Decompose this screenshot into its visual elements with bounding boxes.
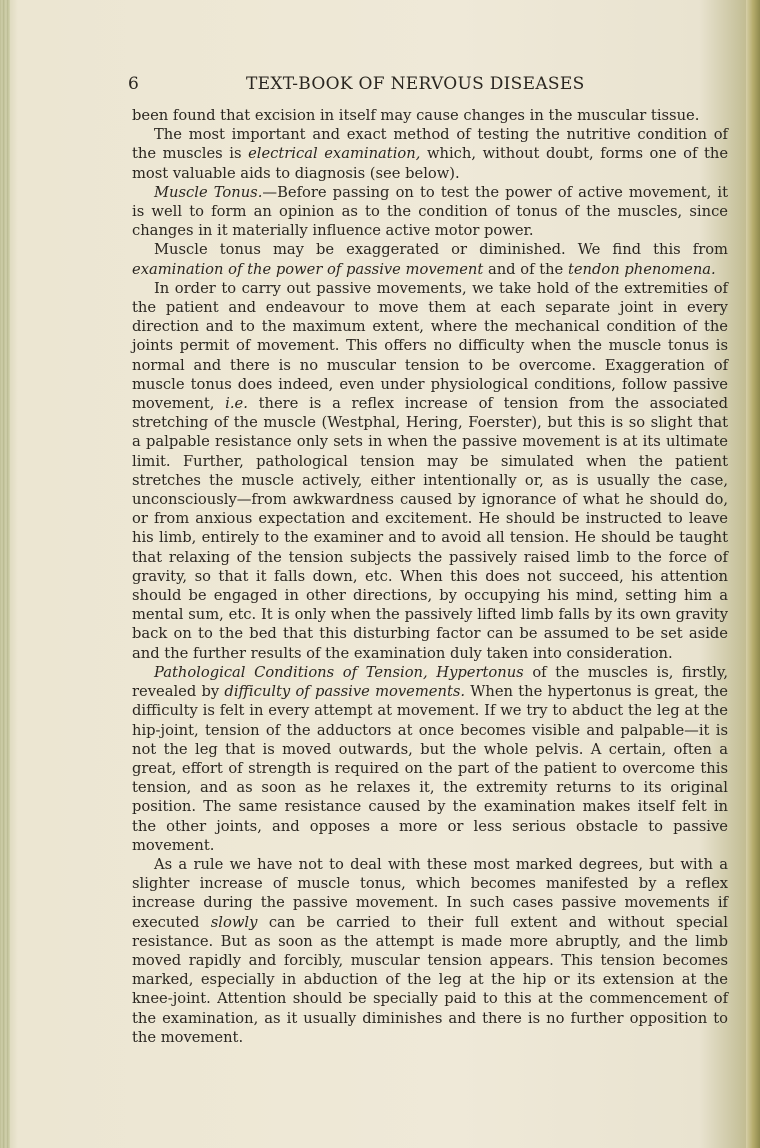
text-run: When the hypertonus is great, the difficulty is felt in every attempt at movement. If we try to abduct the leg at the hip-joint, tension of the adductors at once becomes visible and palpable—it is not the leg that is moved outwards, but the whole pelvis. A certain, often a great, effort of strength is required on the part of the patient to overcome this tension, and as soon as he relaxes it, the extremity returns to its original position. The same resistance caused by the examination makes itself felt in the other joints, and opposes a more or less serious obstacle to passive movement.: [132, 683, 728, 854]
body-text: [132, 106, 728, 1047]
paragraph: [132, 279, 728, 663]
italic-text: i.e.: [225, 395, 248, 413]
text-run: As a rule we have not to deal with these most marked degrees, but with a slighter increase of muscle tonus, which becomes manifested by a reflex increase during the passive movement. In such cases passive movements if executed: [132, 855, 728, 931]
paragraph: [132, 183, 728, 241]
binding-edge: [0, 0, 10, 1148]
text-run: can be carried to their full extent and without special resistance. But as soon as the attempt is made more abruptly, and the limb moved rapidly and forcibly, muscular tension appears. This tension becomes marked, especially in abduction of the leg at the hip or its extension at the knee-joint. Attention should be specially paid to this at the commencement of the examination, as it usually diminishes and there is no further opposition to the movement.: [132, 913, 728, 1046]
running-title: TEXT-BOOK OF NERVOUS DISEASES: [246, 74, 585, 94]
paragraph: [132, 663, 728, 855]
running-header: [128, 74, 728, 98]
text-run: which, without doubt, forms one of the most valuable aids to diagnosis (see below).: [132, 145, 729, 182]
italic-text: Muscle Tonus.: [154, 183, 263, 201]
paragraph: [132, 125, 728, 183]
italic-text: electrical examination,: [248, 145, 421, 163]
text-run: The most important and exact method of testing the nutritive condition of the muscles is: [132, 126, 728, 163]
text-run: of the muscles is, firstly, revealed by: [132, 663, 729, 701]
italic-text: Pathological Conditions of Tension, Hypertonus: [154, 663, 524, 681]
italic-text: examination of the power of passive movement: [132, 260, 484, 278]
italic-text: slowly: [210, 913, 258, 931]
text-run: been found that excision in itself may cause changes in the muscular tissue.: [132, 107, 700, 124]
text-run: and of the: [483, 260, 568, 278]
text-run: Muscle tonus may be exaggerated or diminished. We find this from: [154, 241, 728, 259]
page-number: 6: [128, 74, 140, 94]
italic-text: tendon phenomena.: [567, 260, 716, 278]
paragraph: [132, 240, 728, 278]
paragraph: [132, 855, 728, 1047]
italic-text: difficulty of passive movements.: [224, 683, 466, 701]
text-run: —Before passing on to test the power of active movement, it is well to form an opinion as to the condition of tonus of the muscles, since changes in it materially influence active motor power.: [132, 183, 728, 240]
text-run: In order to carry out passive movements, we take hold of the extremities of the patient and endeavour to move them at each separate joint in every direction and to the maximum extent, where the mechanical condition of the joints permit of movement. This offers no difficulty when the muscle tonus is normal and there is no muscular tension to be overcome. Exaggeration of muscle tonus does indeed, even under physiological conditions, follow passive movement,: [132, 279, 728, 413]
page-fore-edge: [746, 0, 760, 1148]
paragraph: [132, 106, 728, 125]
text-run: there is a reflex increase of tension from the associated stretching of the muscle (Westphal, Hering, Foerster), but this is so slight that a palpable resistance only sets in when the passive movement is at its ultimate limit. Further, pathological tension may be simulated when the patient stretches the muscle actively, either intentionally or, as is usually the case, unconsciously—from awkwardness caused by ignorance of what he should do, or from anxious expectation and excitement. He should be instructed to leave his limb, entirely to the examiner and to avoid all tension. He should be taught that relaxing of the tension subjects the passively raised limb to the force of gravity, so that it falls down, etc. When this does not succeed, his attention should be engaged in other directions, by occupying his mind, setting him a mental sum, etc. It is only when the passively lifted limb falls by its own gravity back on to the bed that this disturbing factor can be assumed to be set aside and the further results of the examination duly taken into consideration.: [132, 395, 728, 662]
